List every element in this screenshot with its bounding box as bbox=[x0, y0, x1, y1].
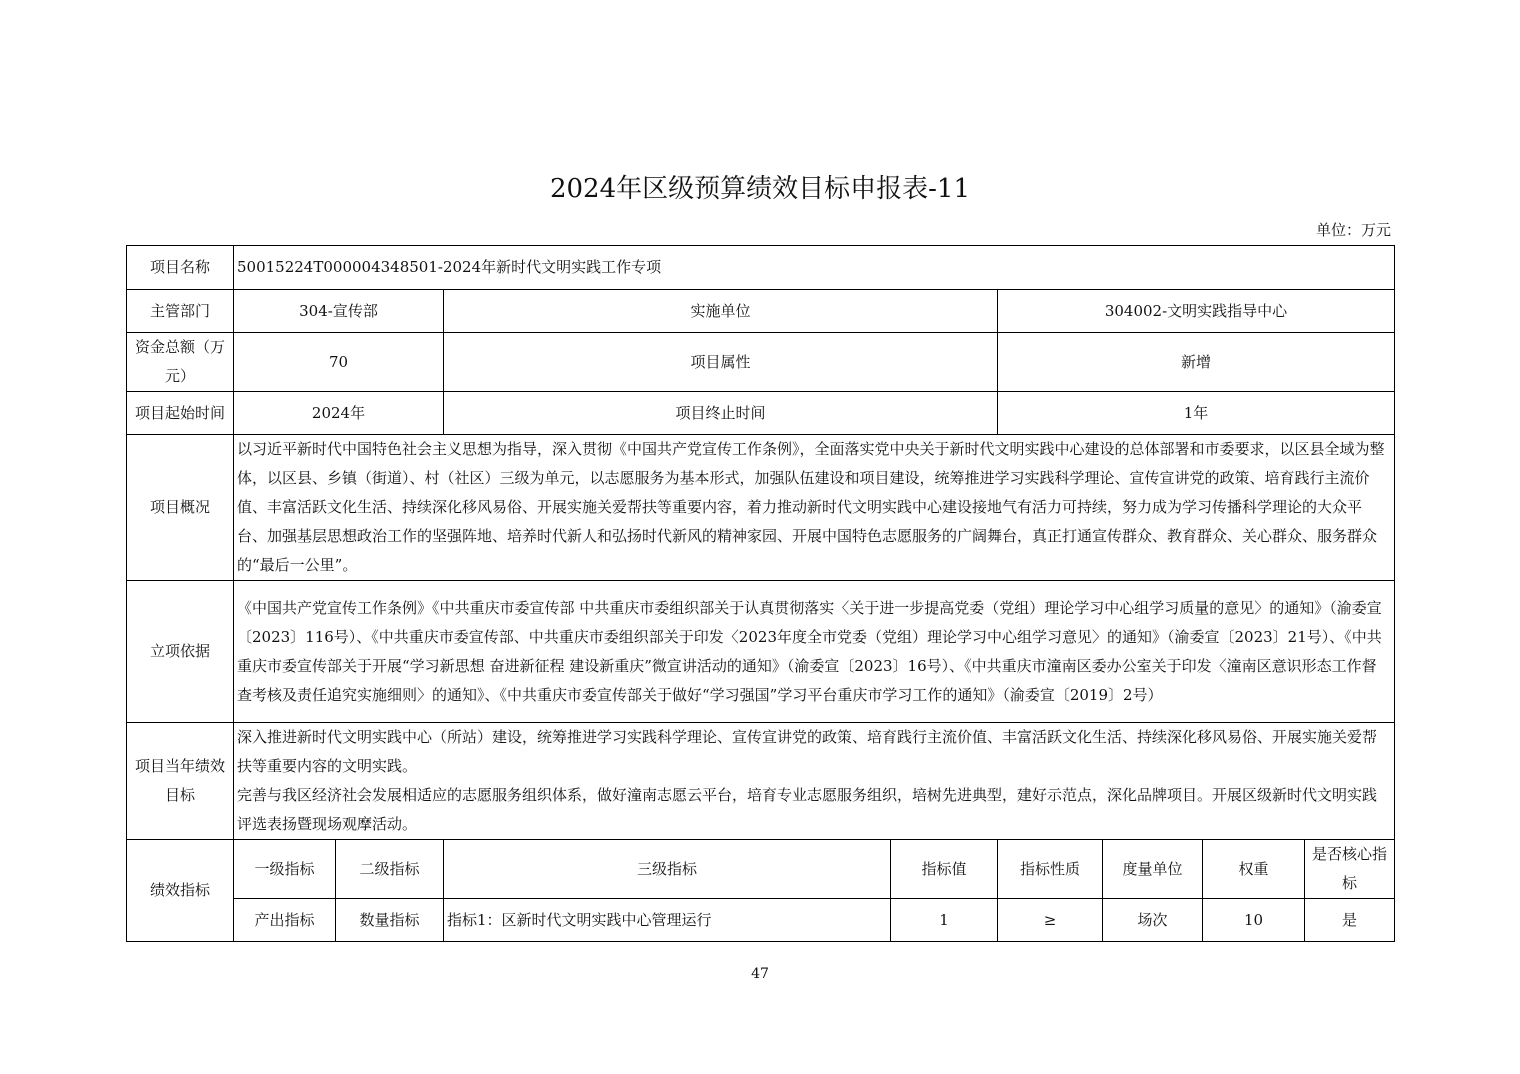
basis-text: 《中国共产党宣传工作条例》《中共重庆市委宣传部 中共重庆市委组织部关于认真贯彻落实〈关于进一步提高党委（党组）理论学习中心组学习质量的意见〉的通知》（渝委宣〔2023〕116号）、《中共重庆市委宣传部、中共重庆市委组织部关于印发〈2023年度全市党委（党组）理论学习中心组学习意见〉的通知》（渝委宣〔2023〕21号）、《中共重庆市委宣传部关于开展“学习新思想 奋进新征程 建设新重庆”微宣讲活动的通知》（渝委宣〔2023〕16号）、《中共重庆市潼南区委办公室关于印发〈潼南区意识形态工作督查考核及责任追究实施细则〉的通知》、《中共重庆市委宣传部关于做好“学习强国”学习平台重庆市学习工作的通知》（渝委宣〔2019〕2号） bbox=[234, 581, 1395, 723]
row-dept bbox=[127, 290, 1395, 333]
indicator-header-weight: 权重 bbox=[1203, 840, 1305, 899]
indicator-header-core: 是否核心指标 bbox=[1305, 840, 1395, 899]
page-title: 2024年区级预算绩效目标申报表-11 bbox=[549, 174, 971, 204]
indicator-core: 是 bbox=[1305, 899, 1395, 942]
project-attr-value: 新增 bbox=[998, 333, 1395, 392]
goal-label: 项目当年绩效目标 bbox=[127, 723, 234, 840]
dept-label: 主管部门 bbox=[127, 290, 234, 333]
basis-label: 立项依据 bbox=[127, 581, 234, 723]
budget-form-table bbox=[126, 245, 1395, 942]
indicator-level1: 产出指标 bbox=[234, 899, 336, 942]
row-time bbox=[127, 392, 1395, 435]
row-basis bbox=[127, 581, 1395, 723]
impl-unit-label: 实施单位 bbox=[444, 290, 998, 333]
indicator-header-value: 指标值 bbox=[891, 840, 998, 899]
page-number: 47 bbox=[751, 966, 769, 982]
goal-text bbox=[234, 723, 1395, 840]
indicator-header-level1: 一级指标 bbox=[234, 840, 336, 899]
overview-text: 以习近平新时代中国特色社会主义思想为指导，深入贯彻《中国共产党宣传工作条例》，全面落实党中央关于新时代文明实践中心建设的总体部署和市委要求，以区县全域为整体，以区县、乡镇（街道）、村（社区）三级为单元，以志愿服务为基本形式，加强队伍建设和项目建设，统筹推进学习实践科学理论、宣传宣讲党的政策、培育践行主流价值、丰富活跃文化生活、持续深化移风易俗、开展实施关爱帮扶等重要内容，着力推动新时代文明实践中心建设接地气有活力可持续，努力成为学习传播科学理论的大众平台、加强基层思想政治工作的坚强阵地、培养时代新人和弘扬时代新风的精神家园、开展中国特色志愿服务的广阔舞台，真正打通宣传群众、教育群众、关心群众、服务群众的“最后一公里”。 bbox=[234, 435, 1395, 581]
indicator-value: 1 bbox=[891, 899, 998, 942]
row-goal bbox=[127, 723, 1395, 840]
indicator-unit: 场次 bbox=[1103, 899, 1203, 942]
end-time-label: 项目终止时间 bbox=[444, 392, 998, 435]
end-time-value: 1年 bbox=[998, 392, 1395, 435]
goal-text-2: 完善与我区经济社会发展相适应的志愿服务组织体系，做好潼南志愿云平台，培育专业志愿服务组织，培树先进典型，建好示范点，深化品牌项目。开展区级新时代文明实践评选表扬暨现场观摩活动。 bbox=[237, 786, 1378, 833]
start-time-value: 2024年 bbox=[234, 392, 444, 435]
indicator-level2: 数量指标 bbox=[336, 899, 444, 942]
indicators-label: 绩效指标 bbox=[127, 840, 234, 942]
row-project-name bbox=[127, 246, 1395, 290]
project-name-value: 50015224T000004348501-2024年新时代文明实践工作专项 bbox=[234, 246, 1395, 290]
unit-label: 单位：万元 bbox=[1315, 221, 1391, 239]
indicator-level3: 指标1：区新时代文明实践中心管理运行 bbox=[444, 899, 891, 942]
indicator-header-row bbox=[127, 840, 1395, 899]
indicator-header-level2: 二级指标 bbox=[336, 840, 444, 899]
start-time-label: 项目起始时间 bbox=[127, 392, 234, 435]
indicator-header-unit: 度量单位 bbox=[1103, 840, 1203, 899]
dept-value: 304-宣传部 bbox=[234, 290, 444, 333]
project-name-label: 项目名称 bbox=[127, 246, 234, 290]
indicator-header-nature: 指标性质 bbox=[998, 840, 1103, 899]
indicator-row bbox=[127, 899, 1395, 942]
impl-unit-value: 304002-文明实践指导中心 bbox=[998, 290, 1395, 333]
funds-value: 70 bbox=[234, 333, 444, 392]
indicator-nature: ≥ bbox=[998, 899, 1103, 942]
project-attr-label: 项目属性 bbox=[444, 333, 998, 392]
goal-text-1: 深入推进新时代文明实践中心（所站）建设，统筹推进学习实践科学理论、宣传宣讲党的政策、培育践行主流价值、丰富活跃文化生活、持续深化移风易俗、开展实施关爱帮扶等重要内容的文明实践。 bbox=[237, 728, 1378, 775]
row-overview bbox=[127, 435, 1395, 581]
row-funds bbox=[127, 333, 1395, 392]
overview-label: 项目概况 bbox=[127, 435, 234, 581]
indicator-header-level3: 三级指标 bbox=[444, 840, 891, 899]
indicator-weight: 10 bbox=[1203, 899, 1305, 942]
funds-label: 资金总额（万元） bbox=[127, 333, 234, 392]
